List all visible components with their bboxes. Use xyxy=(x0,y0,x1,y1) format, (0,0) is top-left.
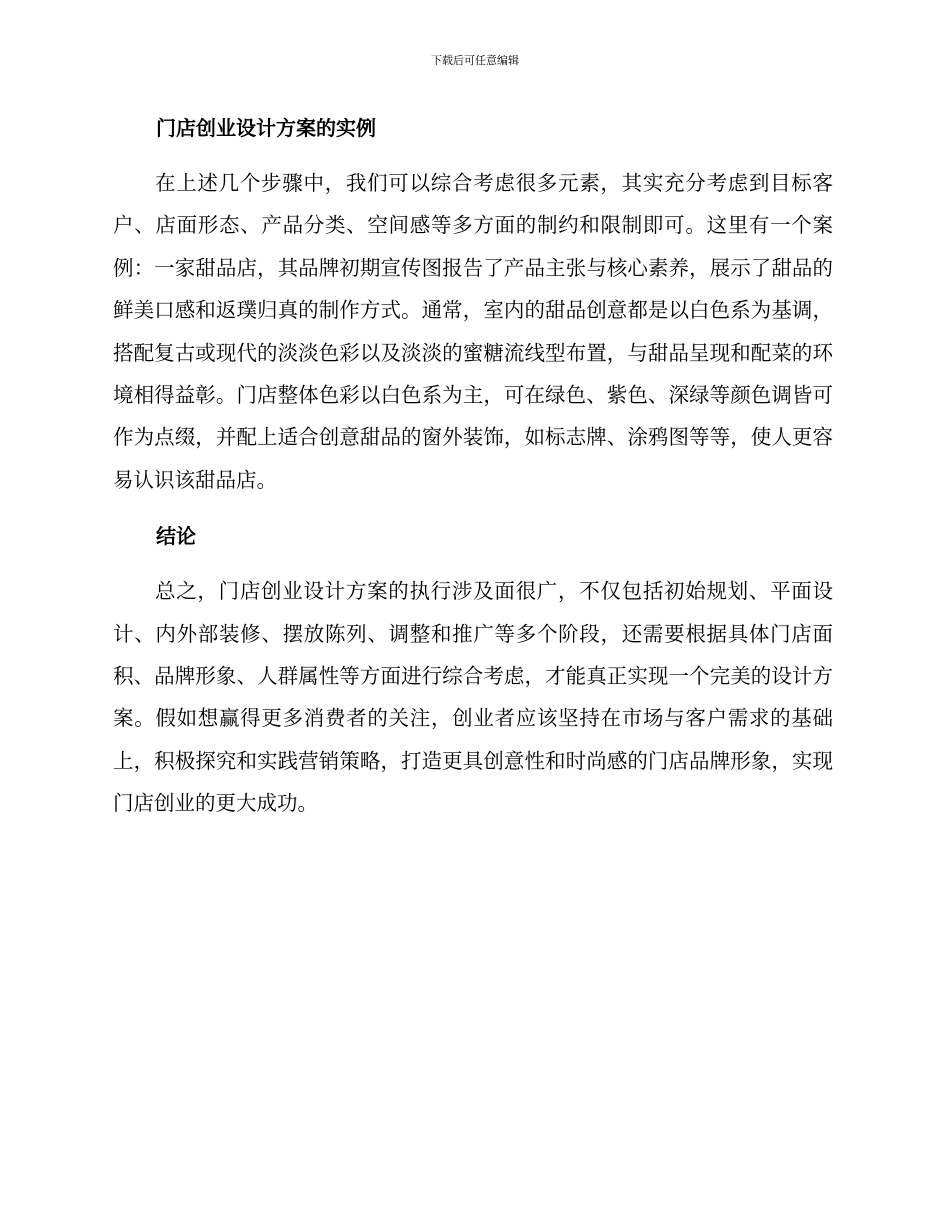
section-heading-conclusion: 结论 xyxy=(156,524,196,549)
section-paragraph-conclusion: 总之，门店创业设计方案的执行涉及面很广，不仅包括初始规划、平面设计、内外部装修、摆放陈列、调整和推广等多个阶段，还需要根据具体门店面积、品牌形象、人群属性等方面进行综合考虑，才能真正实现一个完美的设计方案。假如想赢得更多消费者的关注，创业者应该坚持在市场与客户需求的基础上，积极探究和实践营销策略，打造更具创意性和时尚感的门店品牌形象，实现门店创业的更大成功。 xyxy=(113,579,833,816)
document-body xyxy=(113,109,833,825)
section-paragraph-example: 在上述几个步骤中，我们可以综合考虑很多元素，其实充分考虑到目标客户、店面形态、产品分类、空间感等多方面的制约和限制即可。这里有一个案例：一家甜品店，其品牌初期宣传图报告了产品主张与核心素养，展示了甜品的鲜美口感和返璞归真的制作方式。通常，室内的甜品创意都是以白色系为基调，搭配复古或现代的淡淡色彩以及淡淡的蜜糖流线型布置，与甜品呈现和配菜的环境相得益彰。门店整体色彩以白色系为主，可在绿色、紫色、深绿等颜色调皆可作为点缀，并配上适合创意甜品的窗外装饰，如标志牌、涂鸦图等等，使人更容易认识该甜品店。 xyxy=(113,171,833,492)
page-header-note: 下载后可任意编辑 xyxy=(431,54,519,67)
section-heading-example: 门店创业设计方案的实例 xyxy=(156,116,376,140)
